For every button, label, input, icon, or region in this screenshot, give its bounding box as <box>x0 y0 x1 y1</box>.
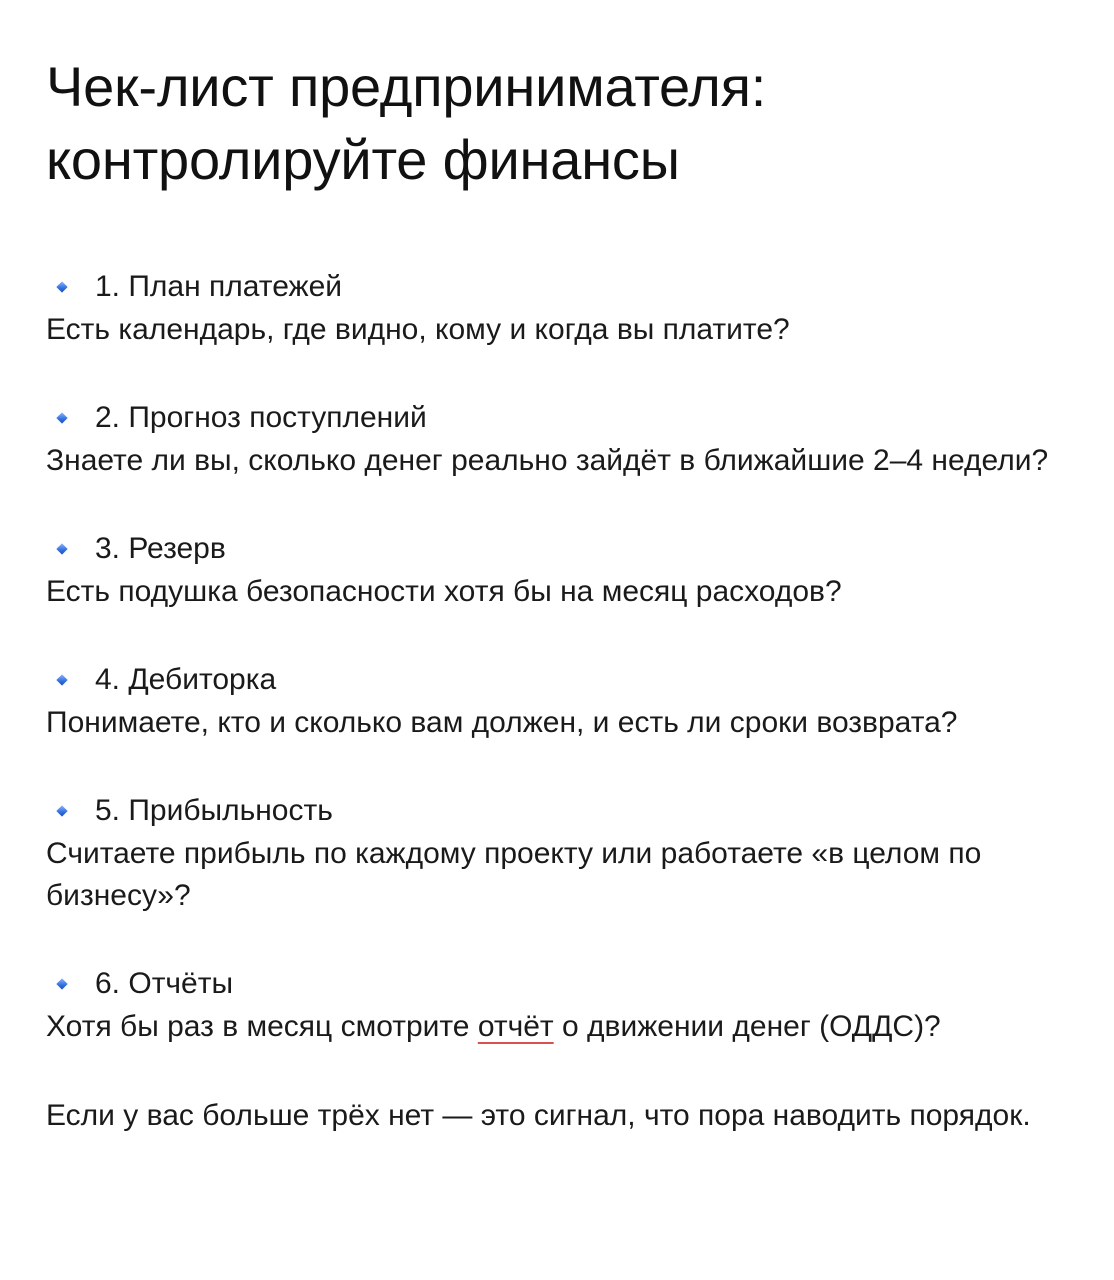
item-header <box>46 267 1074 307</box>
checklist-item-reserve <box>46 529 1074 613</box>
item-title: 3. Резерв <box>95 532 226 565</box>
item-question: Знаете ли вы, сколько денег реально зайдёт в ближайшие 2–4 недели? <box>46 444 1049 477</box>
spellcheck-underlined-word: отчёт <box>477 1010 554 1043</box>
item-title: 1. План платежей <box>95 270 343 303</box>
diamond-bullet-icon <box>56 281 67 292</box>
page-title <box>46 50 1074 196</box>
diamond-bullet-icon <box>56 805 67 816</box>
item-header <box>46 791 1074 831</box>
checklist-item-receivables <box>46 660 1074 744</box>
conclusion-text: Если у вас больше трёх нет — это сигнал, что пора наводить порядок. <box>46 1099 1031 1132</box>
question-text-after: о движении денег (ОДДС)? <box>553 1010 941 1043</box>
diamond-bullet-icon <box>56 543 67 554</box>
title-line-1: Чек-лист предпринимателя: <box>46 55 767 118</box>
item-title: 5. Прибыльность <box>95 794 333 827</box>
checklist <box>46 267 1074 1048</box>
item-header <box>46 660 1074 700</box>
item-question <box>46 1006 1066 1048</box>
checklist-item-payment-plan <box>46 267 1074 351</box>
item-header <box>46 529 1074 569</box>
diamond-bullet-icon <box>56 674 67 685</box>
item-question: Понимаете, кто и сколько вам должен, и есть ли сроки возврата? <box>46 706 958 739</box>
checklist-item-income-forecast <box>46 398 1074 482</box>
checklist-item-reports <box>46 964 1074 1048</box>
item-title: 4. Дебиторка <box>95 663 277 696</box>
item-question: Считаете прибыль по каждому проекту или работаете «в целом по бизнесу»? <box>46 837 982 912</box>
item-title: 2. Прогноз поступлений <box>95 401 427 434</box>
diamond-bullet-icon <box>56 978 67 989</box>
question-text-before: Хотя бы раз в месяц смотрите <box>46 1010 478 1043</box>
checklist-item-profitability <box>46 791 1074 917</box>
item-header <box>46 964 1074 1004</box>
diamond-bullet-icon <box>56 412 67 423</box>
title-line-2: контролируйте финансы <box>46 128 680 191</box>
item-header <box>46 398 1074 438</box>
item-question: Есть календарь, где видно, кому и когда вы платите? <box>46 313 790 346</box>
item-title: 6. Отчёты <box>95 967 234 1000</box>
item-question: Есть подушка безопасности хотя бы на месяц расходов? <box>46 575 842 608</box>
